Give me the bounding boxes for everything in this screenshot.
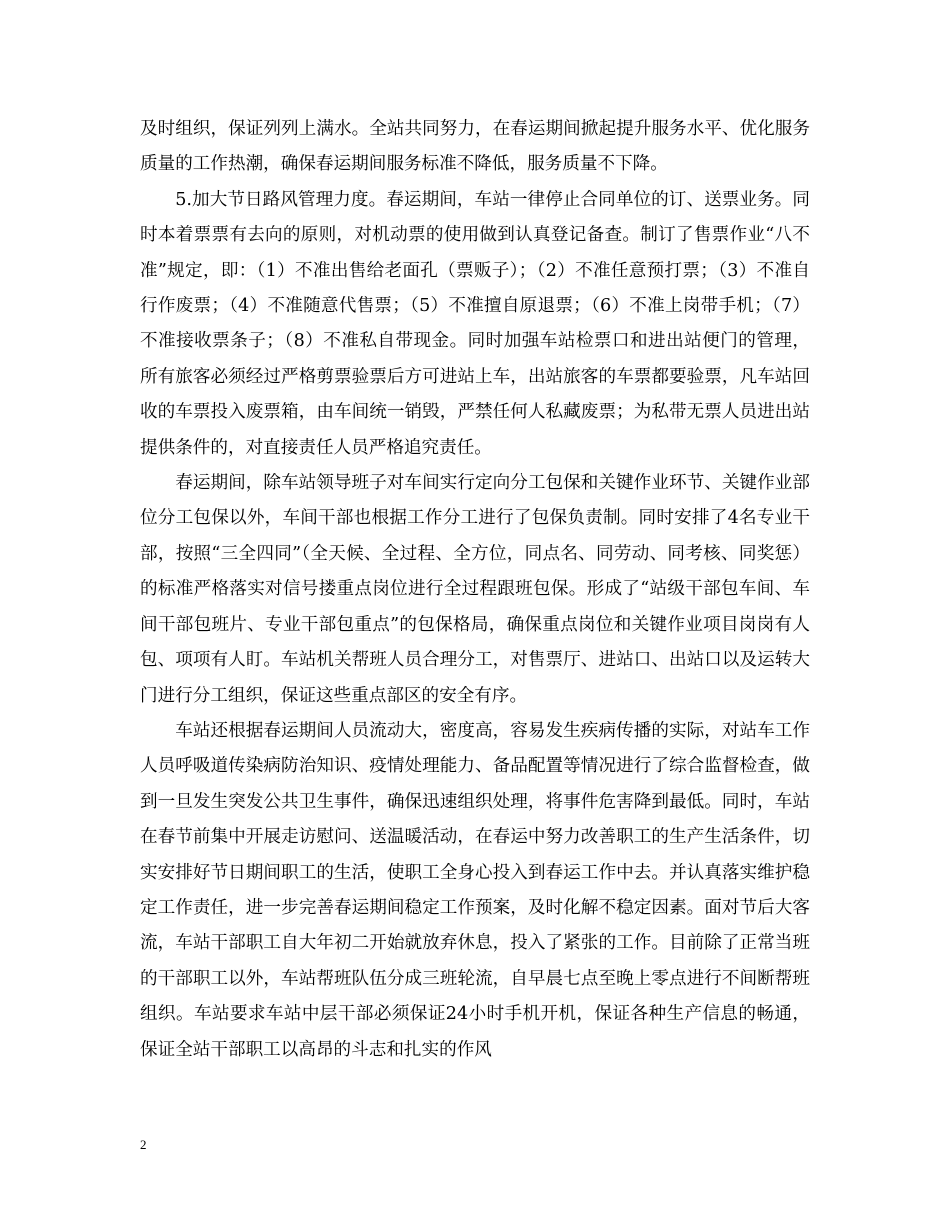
paragraph-3: 春运期间，除车站领导班子对车间实行定向分工包保和关键作业环节、关键作业部位分工包保以外，车间干部也根据工作分工进行了包保负责制。同时安排了4名专业干部，按照“三全四同”（全天候、全过程、全方位，同点名、同劳动、同考核、同奖惩）的标准严格落实对信号搂重点岗位进行全过程跟班包保。形成了“站级干部包车间、车间干部包班片、专业干部包重点”的包保格局，确保重点岗位和关键作业项目岗岗有人包、项项有人盯。车站机关帮班人员合理分工，对售票厅、进站口、出站口以及运转大门进行分工组织，保证这些重点部区的安全有序。 bbox=[140, 473, 810, 706]
document-body bbox=[140, 112, 810, 1068]
paragraph-2: 5.加大节日路风管理力度。春运期间，车站一律停止合同单位的订、送票业务。同时本着票票有去向的原则，对机动票的使用做到认真登记备查。制订了售票作业“八不准”规定，即：（1）不准出售给老面孔（票贩子）；（2）不准任意预打票；（3）不准自行作废票；（4）不准随意代售票；（5）不准擅自原退票；（6）不准上岗带手机；（7）不准接收票条子；（8）不准私自带现金。同时加强车站检票口和进出站便门的管理，所有旅客必须经过严格剪票验票后方可进站上车，出站旅客的车票都要验票，凡车站回收的车票投入废票箱，由车间统一销毁，严禁任何人私藏废票；为私带无票人员进出站提供条件的，对直接责任人员严格追究责任。 bbox=[140, 189, 810, 458]
paragraph-1: 及时组织，保证列列上满水。全站共同努力，在春运期间掀起提升服务水平、优化服务质量的工作热潮，确保春运期间服务标准不降低，服务质量不下降。 bbox=[140, 119, 810, 175]
paragraph-4: 车站还根据春运期间人员流动大，密度高，容易发生疾病传播的实际，对站车工作人员呼吸道传染病防治知识、疫情处理能力、备品配置等情况进行了综合监督检查，做到一旦发生突发公共卫生事件，确保迅速组织处理，将事件危害降到最低。同时，车站在春节前集中开展走访慰问、送温暖活动，在春运中努力改善职工的生产生活条件，切实安排好节日期间职工的生活，使职工全身心投入到春运工作中去。并认真落实维护稳定工作责任，进一步完善春运期间稳定工作预案，及时化解不稳定因素。面对节后大客流，车站干部职工自大年初二开始就放弃休息，投入了紧张的工作。目前除了正常当班的干部职工以外，车站帮班队伍分成三班轮流，自早晨七点至晚上零点进行不间断帮班组织。车站要求车站中层干部必须保证24小时手机开机，保证各种生产信息的畅通，保证全站干部职工以高昂的斗志和扎实的作风 bbox=[140, 720, 810, 1060]
page-number: 2 bbox=[140, 1137, 147, 1152]
